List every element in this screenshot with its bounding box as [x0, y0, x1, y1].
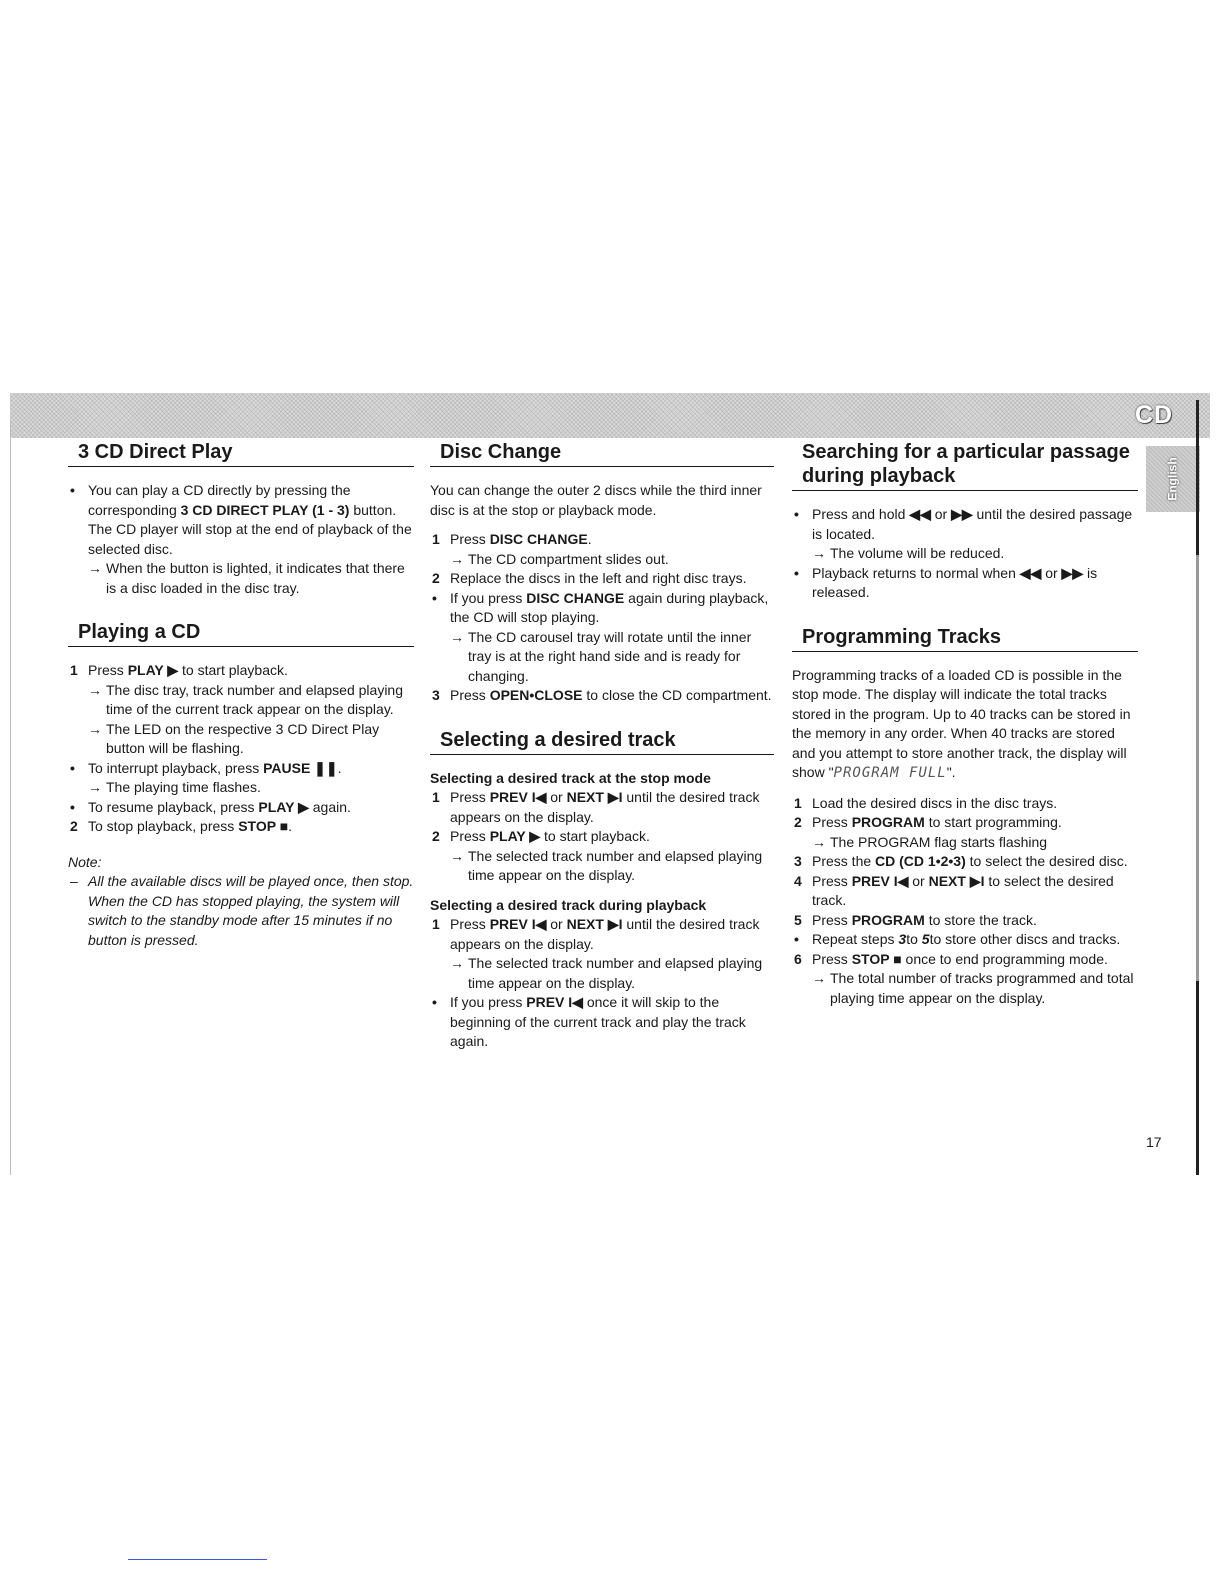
list-item: • To resume playback, press PLAY ▶ again. [68, 798, 414, 818]
fast-forward-icon: ▶▶ [1061, 564, 1084, 581]
result-item: → The disc tray, track number and elapsed playing time of the current track appear on the display. [88, 681, 404, 717]
step-item: 4 Press PREV I◀ or NEXT ▶I to select the desired track. [794, 872, 1114, 908]
list-item: • Repeat steps 3to 5to store other discs and tracks. [792, 930, 1138, 950]
list-item: • If you press DISC CHANGE again during playback, the CD will stop playing. [432, 589, 769, 625]
language-tab [1146, 446, 1200, 512]
step-item: 1 Press PREV I◀ or NEXT ▶I until the desired track appears on the display. [432, 789, 760, 825]
list-item: • You can play a CD directly by pressing the corresponding 3 CD DIRECT PLAY (1 - 3) button. The CD player will stop at the end of playback of the selected disc. [70, 482, 412, 557]
note-label: Note: [68, 853, 102, 870]
column-1 [68, 440, 414, 950]
arrow-icon: → [88, 681, 102, 698]
footnote-divider [128, 1559, 267, 1560]
rewind-icon: ◀◀ [1019, 564, 1042, 581]
step-item: 5 Press PROGRAM to store the track. [794, 911, 1037, 928]
bullet-icon: • [70, 759, 75, 776]
note-text: – All the available discs will be played once, then stop. When the CD has stopped playing, the system will switch to the standby mode after 15 minutes if no button is pressed. [70, 873, 414, 948]
section-label: CD [1134, 400, 1174, 429]
arrow-icon: → [88, 560, 102, 576]
result-item: → The playing time flashes. [68, 778, 414, 798]
heading-search-passage: Searching for a particular passage during playback [792, 440, 1138, 491]
result-item: → The total number of tracks programmed and total playing time appear on the display. [812, 970, 1134, 1006]
step-item: 1 Press PREV I◀ or NEXT ▶I until the desired track appears on the display. [432, 916, 760, 952]
fast-forward-icon: ▶▶ [951, 506, 973, 522]
step-item: 1 Press DISC CHANGE. [432, 531, 592, 547]
step-item: 1 Press PLAY ▶ to start playback. [70, 662, 288, 678]
heading-disc-change: Disc Change [430, 440, 774, 467]
arrow-icon: → [450, 955, 464, 971]
page-edge-right [1196, 400, 1199, 1175]
bullet-icon: • [70, 798, 75, 815]
bullet-icon: • [794, 931, 799, 947]
result-item: → When the button is lighted, it indicates that there is a disc loaded in the disc tray. [88, 560, 405, 596]
heading-playing-cd: Playing a CD [68, 620, 414, 647]
column-2 [430, 440, 774, 1052]
result-item: → The CD compartment slides out. [430, 550, 774, 570]
heading-programming: Programming Tracks [792, 625, 1138, 652]
result-item: → The PROGRAM flag starts flashing [792, 833, 1138, 853]
bullet-icon: • [70, 482, 75, 498]
page-edge-left [10, 420, 11, 1175]
result-item: → The selected track number and elapsed playing time appear on the display. [450, 955, 763, 991]
step-item: 2 Replace the discs in the left and right disc trays. [432, 570, 747, 586]
arrow-icon: → [88, 779, 102, 795]
bullet-icon: • [794, 506, 799, 522]
language-tab-label: English [1166, 457, 1180, 501]
step-item: 1 Load the desired discs in the disc trays. [794, 794, 1058, 811]
step-item: 3 Press OPEN•CLOSE to close the CD compartment. [432, 687, 772, 703]
section-banner [10, 393, 1210, 438]
result-item: → The LED on the respective 3 CD Direct Play button will be flashing. [88, 720, 380, 756]
step-item: 2 Press PROGRAM to start programming. [794, 814, 1062, 830]
step-item: 6 Press STOP ■ once to end programming mode. [794, 950, 1108, 967]
arrow-icon: → [450, 550, 464, 567]
bullet-icon: • [794, 564, 799, 581]
list-item: • To interrupt playback, press PAUSE ❚❚. [68, 759, 414, 779]
list-item: • Press and hold ◀◀ or ▶▶ until the desired passage is located. [794, 506, 1133, 542]
arrow-icon: → [812, 545, 826, 561]
result-item: → The volume will be reduced. [792, 544, 1138, 564]
bullet-icon: • [432, 589, 437, 606]
arrow-icon: → [88, 720, 102, 737]
arrow-icon: → [812, 970, 826, 986]
heading-direct-play: 3 CD Direct Play [68, 440, 414, 467]
step-item: 2 Press PLAY ▶ to start playback. [432, 828, 650, 844]
list-item: • Playback returns to normal when ◀◀ or ▶▶ is released. [794, 564, 1098, 600]
lcd-display-text: PROGRAM FULL [833, 765, 947, 781]
rewind-icon: ◀◀ [909, 506, 931, 522]
step-item: 3 Press the CD (CD 1•2•3) to select the desired disc. [794, 853, 1128, 869]
step-item: 2 To stop playback, press STOP ■. [70, 818, 293, 834]
subheading-stop-mode: Selecting a desired track at the stop mode [430, 769, 711, 786]
result-item: → The selected track number and elapsed playing time appear on the display. [450, 847, 763, 883]
list-item: • If you press PREV I◀ once it will skip to the beginning of the current track and play the track again. [432, 994, 746, 1049]
intro-text: Programming tracks of a loaded CD is possible in the stop mode. The display will indicate the total tracks stored in the program. Up to 40 tracks can be stored in the memory in any order. When 40 tracks are stored and you attempt to store another track, the display will show "PROGRAM FULL". [792, 666, 1131, 781]
arrow-icon: → [812, 833, 826, 850]
intro-text: You can change the outer 2 discs while the third inner disc is at the stop or playback mode. [430, 482, 762, 518]
arrow-icon: → [450, 847, 464, 864]
column-3 [792, 440, 1138, 1008]
result-item: → The CD carousel tray will rotate until the inner tray is at the right hand side and is ready for changing. [450, 628, 752, 684]
subheading-during-playback: Selecting a desired track during playback [430, 896, 707, 913]
page-number: 17 [1146, 1134, 1162, 1150]
heading-select-track: Selecting a desired track [430, 728, 774, 755]
arrow-icon: → [450, 628, 464, 645]
bullet-icon: • [432, 994, 437, 1010]
